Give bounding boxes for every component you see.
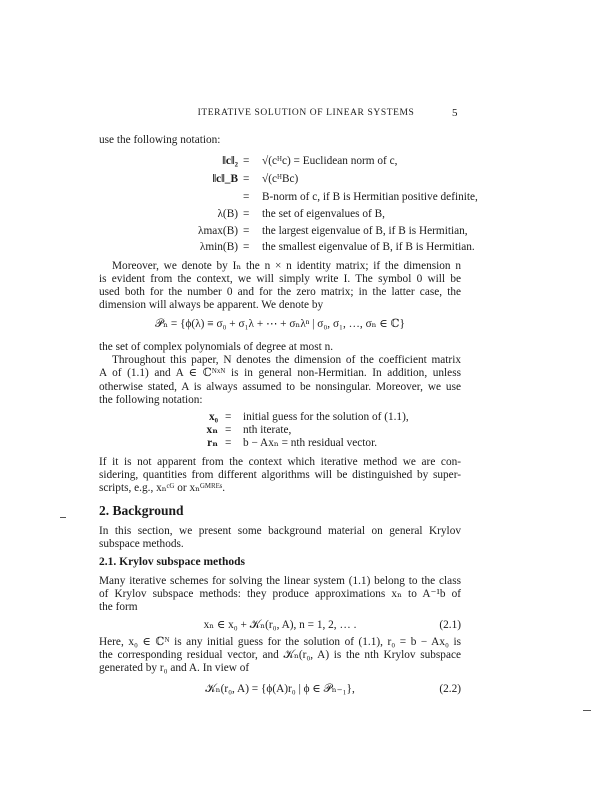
- equation-number: (2.1): [439, 619, 461, 631]
- text-line: otherwise stated, A is always assumed to be nonsingular. Moreover, we use: [99, 381, 461, 393]
- scan-speck: [60, 517, 66, 518]
- text-line: dimension will always be apparent. We denote by: [99, 299, 324, 311]
- text-line: the corresponding residual vector, and 𝒦ₙ(r₀, A) is the nth Krylov subspace: [99, 649, 461, 661]
- equation-2-2: 𝒦ₙ(r₀, A) = {ϕ(A)r₀ | ϕ ∈ 𝒫ₙ₋₁},: [205, 683, 355, 695]
- scan-speck: [583, 710, 591, 711]
- section-heading: 2. Background: [99, 503, 184, 518]
- text-line: In this section, we present some background material on general Krylov: [99, 525, 461, 537]
- text-line: is evident from the context, we will simply write I. The symbol 0 will be: [99, 273, 461, 285]
- display-equation-Pn: 𝒫ₙ = {ϕ(λ) ≡ σ₀ + σ₁λ + ⋯ + σₙλⁿ | σ₀, σ₁, …, σₙ ∈ ℂ}: [155, 318, 405, 330]
- text-line: If it is not apparent from the context which iterative method we are con-: [99, 456, 461, 468]
- text-line: subspace methods.: [99, 538, 184, 550]
- text-line: used both for the number 0 and for the zero matrix; in the latter case, the: [99, 286, 461, 298]
- text-line: the form: [99, 601, 138, 613]
- page-number: 5: [452, 107, 458, 119]
- equation-number: (2.2): [439, 683, 461, 695]
- text-line: Here, x₀ ∈ ℂᴺ is any initial guess for the solution of (1.1), r₀ = b − Ax₀ is: [99, 636, 461, 648]
- text-line: generated by r₀ and A. In view of: [99, 662, 250, 674]
- text-line: Many iterative schemes for solving the linear system (1.1) belong to the class: [99, 575, 461, 587]
- running-header: ITERATIVE SOLUTION OF LINEAR SYSTEMS: [197, 108, 415, 118]
- text-line: the following notation:: [99, 394, 203, 406]
- text-line: sidering, quantities from different algorithms will be distinguished by super-: [99, 469, 461, 481]
- subsection-heading: 2.1. Krylov subspace methods: [99, 556, 245, 568]
- text-line: A of (1.1) and A ∈ ℂᴺˣᴺ is in general non-Hermitian. In addition, unless: [99, 367, 461, 379]
- intro-text: use the following notation:: [99, 134, 221, 146]
- document-page: ITERATIVE SOLUTION OF LINEAR SYSTEMS 5 use the following notation: ‖c‖₂ = √(cᴴc) = Euclidean norm of c, ‖c‖_B = √(cᴴBc) = B-norm of c, if B is Hermitian positive definite, λ(B) = the set of eigenvalues of B, λmax(B) = the largest eigenvalue of B, if B is Hermitian, λmin(B) = the smallest eigenvalue of B, if B is Hermitian. Moreover, we denote by Iₙ the n × n identity matrix; if the dimension n is evident from the context, we will simply write I. The symbol 0 will be used both for the number 0 and for the zero matrix; in the latter case, the dimension will always be apparent. We denote by 𝒫ₙ = {ϕ(λ) ≡ σ₀ + σ₁λ + ⋯ + σₙλⁿ | σ₀, σ₁, …, σₙ ∈ ℂ} the set of complex polynomials of degree at most n. Throughout this paper, N denotes the dimension of the coefficient matrix A of (1.1) and A ∈ ℂᴺˣᴺ is in general non-Hermitian. In addition, unless otherwise stated, A is always assumed to be nonsingular. Moreover, we use the following notation: x₀ = initial guess for the solution of (1.1), xₙ = nth iterate, rₙ = b − Axₙ = nth residual vector. If it is not apparent from the context which iterative method we are con- sidering, quantities from different algorithms will be distinguished by super- scripts, e.g., xₙᶜᴳ or xₙᴳᴹᴿᴱˢ. 2. Background In this section, we present some background material on general Krylov subspace methods. 2.1. Krylov subspace methods Many iterative schemes for solving the linear system (1.1) belong to the class of Krylov subspace methods: they produce approximations xₙ to A⁻¹b of the form xₙ ∈ x₀ + 𝒦ₙ(r₀, A), n = 1, 2, … . (2.1) Here, x₀ ∈ ℂᴺ is any initial guess for the solution of (1.1), r₀ = b − Ax₀ is the corresponding residual vector, and 𝒦ₙ(r₀, A) is the nth Krylov subspace generated by r₀ and A. In view of 𝒦ₙ(r₀, A) = {ϕ(A)r₀ | ϕ ∈ 𝒫ₙ₋₁}, (2.2): [0, 0, 612, 791]
- equation-2-1: xₙ ∈ x₀ + 𝒦ₙ(r₀, A), n = 1, 2, … .: [203, 619, 357, 631]
- text-line: Throughout this paper, N denotes the dimension of the coefficient matrix: [112, 354, 461, 366]
- text-line: the set of complex polynomials of degree at most n.: [99, 341, 334, 353]
- text-line: Moreover, we denote by Iₙ the n × n identity matrix; if the dimension n: [112, 260, 461, 272]
- text-line: scripts, e.g., xₙᶜᴳ or xₙᴳᴹᴿᴱˢ.: [99, 482, 226, 494]
- text-line: of Krylov subspace methods: they produce approximations xₙ to A⁻¹b of: [99, 588, 461, 600]
